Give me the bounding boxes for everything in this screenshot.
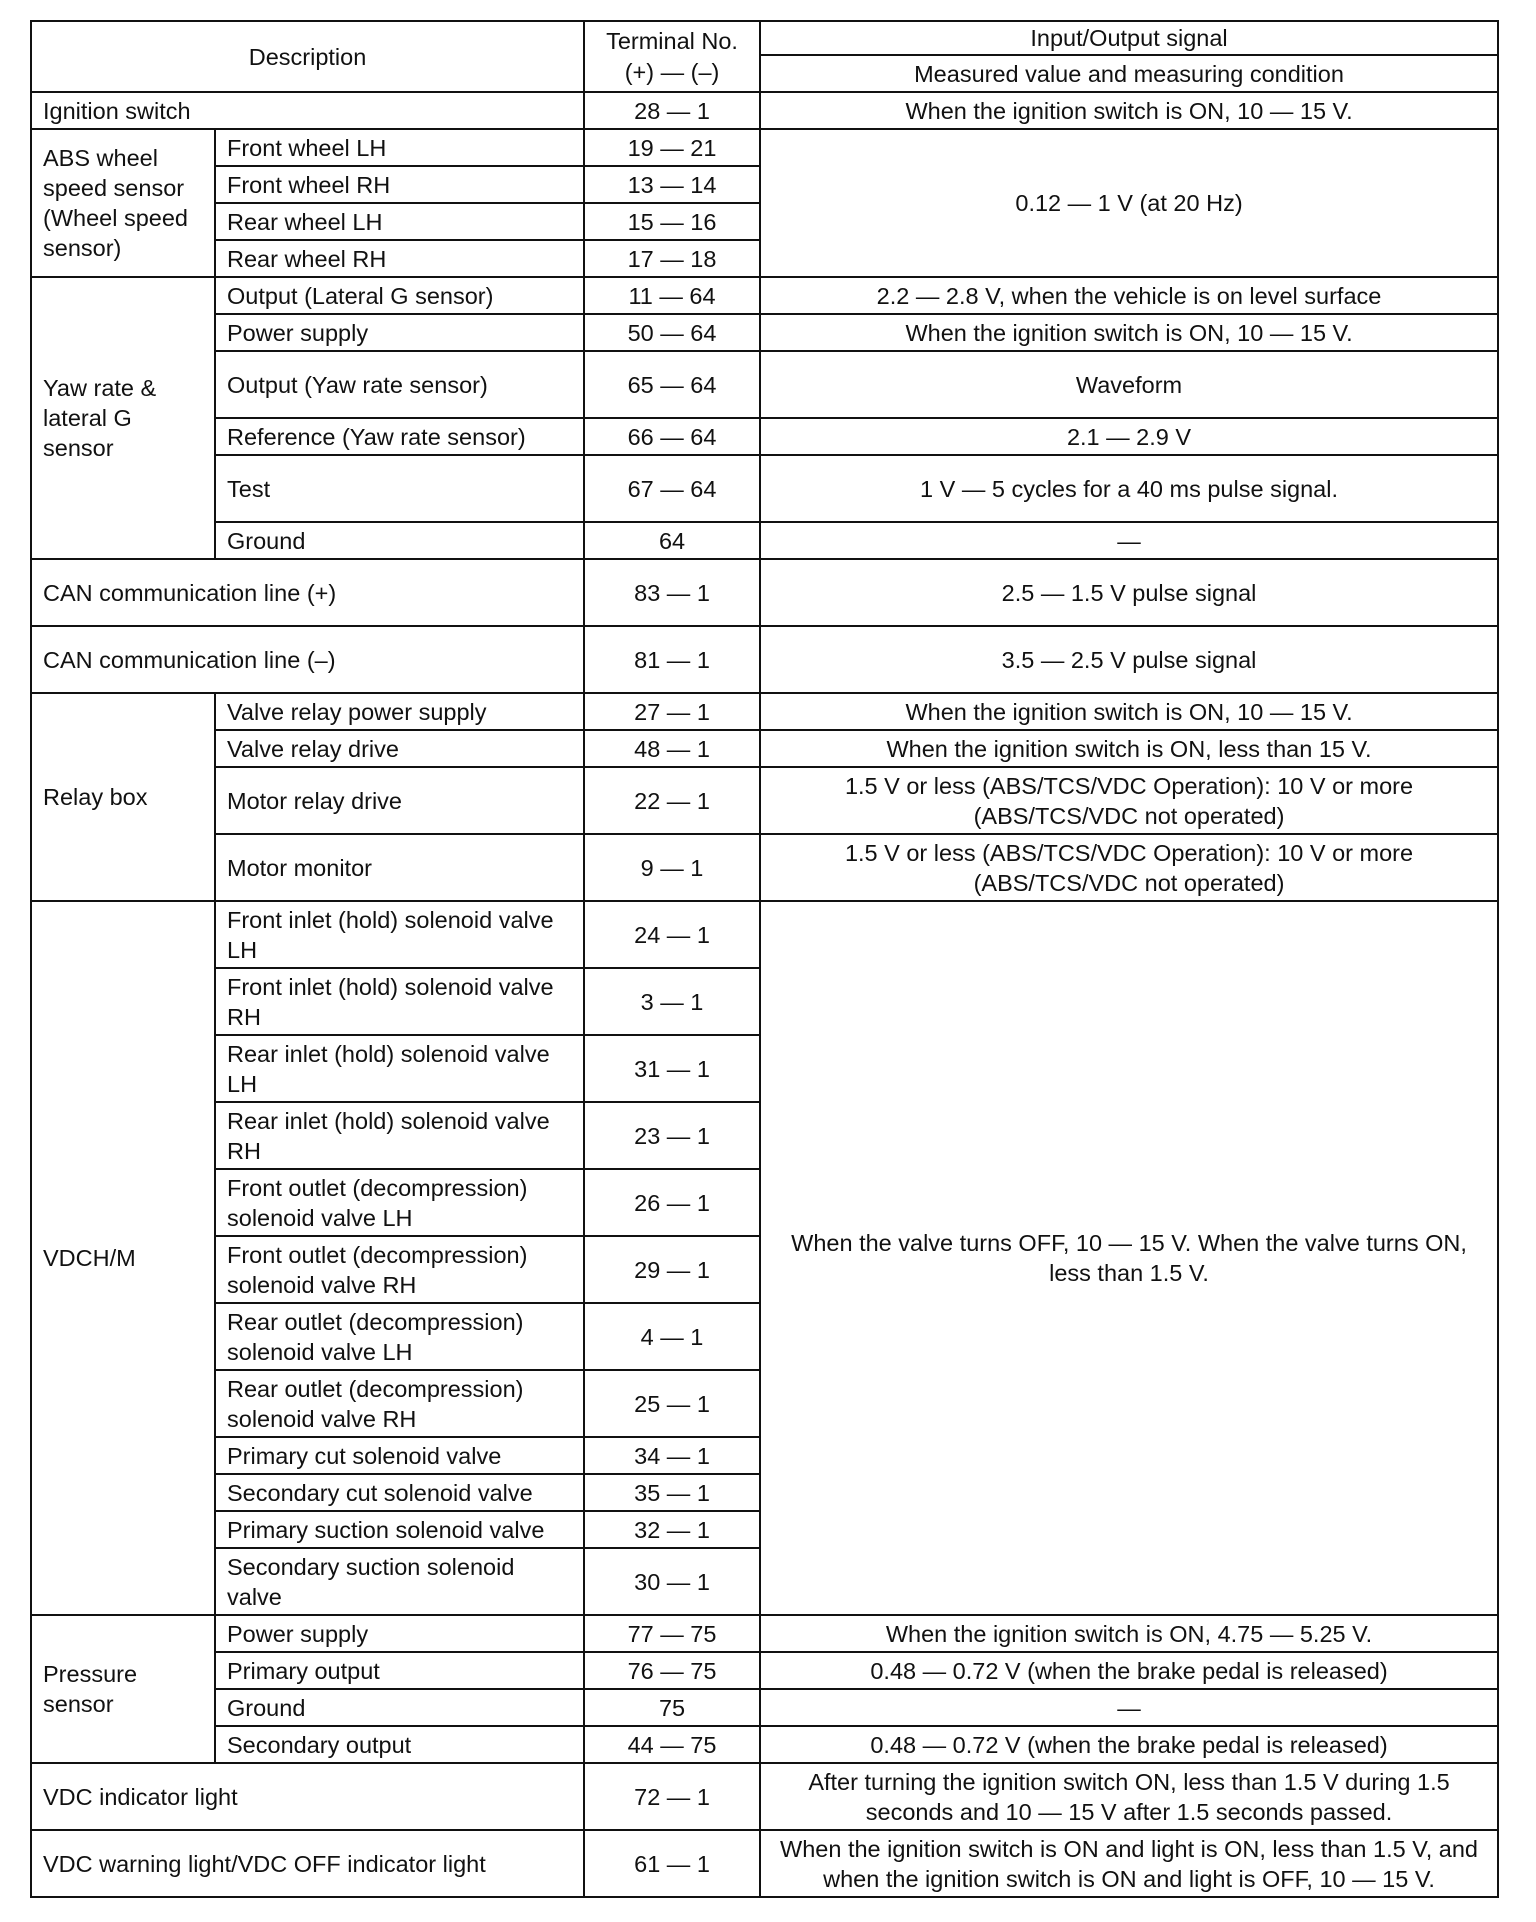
table-row [31,559,1498,626]
row-description: VDC indicator light [31,1763,584,1830]
row-description: CAN communication line (–) [31,626,584,693]
row-terminal: 35 — 1 [584,1474,760,1511]
row-description: Rear outlet (decompression) solenoid valve LH [215,1303,584,1370]
row-value: After turning the ignition switch ON, less than 1.5 V during 1.5 seconds and 10 — 15 V after 1.5 seconds passed. [760,1763,1498,1830]
table-row [31,418,1498,455]
row-description: Rear outlet (decompression) solenoid valve RH [215,1370,584,1437]
table-row [31,1615,1498,1652]
row-description: Test [215,455,584,522]
row-description: Front outlet (decompression) solenoid valve LH [215,1169,584,1236]
row-description: Ground [215,522,584,559]
row-terminal: 61 — 1 [584,1830,760,1897]
table-row [31,730,1498,767]
row-terminal: 27 — 1 [584,693,760,730]
row-value: 3.5 — 2.5 V pulse signal [760,626,1498,693]
table-row [31,693,1498,730]
header-measured: Measured value and measuring condition [760,55,1498,92]
group-label-abs: ABS wheel speed sensor (Wheel speed sensor) [31,129,215,277]
row-terminal: 50 — 64 [584,314,760,351]
group-label-pressure: Pressure sensor [31,1615,215,1763]
row-value: 1 V — 5 cycles for a 40 ms pulse signal. [760,455,1498,522]
row-value: 0.12 — 1 V (at 20 Hz) [760,129,1498,277]
row-terminal: 72 — 1 [584,1763,760,1830]
row-terminal: 28 — 1 [584,92,760,129]
table-row [31,455,1498,522]
row-value: When the ignition switch is ON, 4.75 — 5.25 V. [760,1615,1498,1652]
row-value: 2.2 — 2.8 V, when the vehicle is on level surface [760,277,1498,314]
row-description: Output (Lateral G sensor) [215,277,584,314]
row-terminal: 64 [584,522,760,559]
table-row [31,901,1498,968]
header-terminal [584,21,760,92]
row-terminal: 31 — 1 [584,1035,760,1102]
table-row [31,92,1498,129]
row-terminal: 19 — 21 [584,129,760,166]
table-row [31,314,1498,351]
row-terminal: 3 — 1 [584,968,760,1035]
row-description: Front inlet (hold) solenoid valve LH [215,901,584,968]
row-description: Primary suction solenoid valve [215,1511,584,1548]
row-value: When the ignition switch is ON, 10 — 15 V. [760,92,1498,129]
row-terminal: 77 — 75 [584,1615,760,1652]
row-terminal: 34 — 1 [584,1437,760,1474]
table-row [31,767,1498,834]
row-terminal: 22 — 1 [584,767,760,834]
row-description: Secondary suction solenoid valve [215,1548,584,1615]
table-row [31,129,1498,166]
row-description: Primary cut solenoid valve [215,1437,584,1474]
header-io-signal: Input/Output signal [760,21,1498,55]
row-description: Output (Yaw rate sensor) [215,351,584,418]
row-value: — [760,522,1498,559]
row-terminal: 30 — 1 [584,1548,760,1615]
row-value: When the ignition switch is ON, less than 15 V. [760,730,1498,767]
row-terminal: 67 — 64 [584,455,760,522]
row-description: Front outlet (decompression) solenoid valve RH [215,1236,584,1303]
table-row [31,277,1498,314]
table-row [31,522,1498,559]
row-terminal: 13 — 14 [584,166,760,203]
row-terminal: 4 — 1 [584,1303,760,1370]
row-description: VDC warning light/VDC OFF indicator light [31,1830,584,1897]
document-page [30,20,1497,1898]
table-row [31,1726,1498,1763]
row-description: Valve relay power supply [215,693,584,730]
header-row [31,21,1498,55]
row-value: When the ignition switch is ON and light is ON, less than 1.5 V, and when the ignition switch is ON and light is OFF, 10 — 15 V. [760,1830,1498,1897]
row-value: 1.5 V or less (ABS/TCS/VDC Operation): 10 V or more (ABS/TCS/VDC not operated) [760,767,1498,834]
row-terminal: 76 — 75 [584,1652,760,1689]
row-value: 2.1 — 2.9 V [760,418,1498,455]
row-terminal: 66 — 64 [584,418,760,455]
group-label-vdch: VDCH/M [31,901,215,1615]
table-row [31,1763,1498,1830]
row-description: Motor relay drive [215,767,584,834]
row-terminal: 48 — 1 [584,730,760,767]
row-terminal: 83 — 1 [584,559,760,626]
row-description: Rear inlet (hold) solenoid valve LH [215,1035,584,1102]
table-row [31,1830,1498,1897]
row-description: Motor monitor [215,834,584,901]
table-row [31,1689,1498,1726]
row-terminal: 11 — 64 [584,277,760,314]
row-terminal: 32 — 1 [584,1511,760,1548]
row-description: Power supply [215,1615,584,1652]
row-terminal: 75 [584,1689,760,1726]
group-label-relay: Relay box [31,693,215,901]
row-description: Reference (Yaw rate sensor) [215,418,584,455]
table-row [31,626,1498,693]
row-description: Front wheel LH [215,129,584,166]
row-description: Ignition switch [31,92,584,129]
table-row [31,351,1498,418]
row-description: Secondary cut solenoid valve [215,1474,584,1511]
row-value: 1.5 V or less (ABS/TCS/VDC Operation): 10 V or more (ABS/TCS/VDC not operated) [760,834,1498,901]
row-value: Waveform [760,351,1498,418]
row-terminal: 29 — 1 [584,1236,760,1303]
row-value: When the valve turns OFF, 10 — 15 V. When the valve turns ON, less than 1.5 V. [760,901,1498,1615]
row-value: 0.48 — 0.72 V (when the brake pedal is released) [760,1726,1498,1763]
row-terminal: 44 — 75 [584,1726,760,1763]
row-description: CAN communication line (+) [31,559,584,626]
row-description: Ground [215,1689,584,1726]
row-terminal: 81 — 1 [584,626,760,693]
row-terminal: 15 — 16 [584,203,760,240]
row-description: Rear wheel RH [215,240,584,277]
row-terminal: 9 — 1 [584,834,760,901]
header-description: Description [31,21,584,92]
table-row [31,834,1498,901]
row-description: Secondary output [215,1726,584,1763]
row-value: When the ignition switch is ON, 10 — 15 V. [760,693,1498,730]
row-terminal: 25 — 1 [584,1370,760,1437]
group-label-yaw: Yaw rate & lateral G sensor [31,277,215,559]
row-terminal: 24 — 1 [584,901,760,968]
row-description: Rear wheel LH [215,203,584,240]
row-description: Valve relay drive [215,730,584,767]
row-terminal: 26 — 1 [584,1169,760,1236]
row-terminal: 65 — 64 [584,351,760,418]
row-description: Front inlet (hold) solenoid valve RH [215,968,584,1035]
row-description: Front wheel RH [215,166,584,203]
row-description: Rear inlet (hold) solenoid valve RH [215,1102,584,1169]
row-value: 2.5 — 1.5 V pulse signal [760,559,1498,626]
row-value: When the ignition switch is ON, 10 — 15 V. [760,314,1498,351]
header-terminal-line1: Terminal No. [606,28,738,55]
terminal-spec-table [30,20,1499,1898]
row-terminal: 17 — 18 [584,240,760,277]
row-description: Power supply [215,314,584,351]
row-value: 0.48 — 0.72 V (when the brake pedal is released) [760,1652,1498,1689]
row-description: Primary output [215,1652,584,1689]
table-row [31,1652,1498,1689]
header-terminal-line2: (+) — (–) [624,58,720,85]
row-terminal: 23 — 1 [584,1102,760,1169]
row-value: — [760,1689,1498,1726]
